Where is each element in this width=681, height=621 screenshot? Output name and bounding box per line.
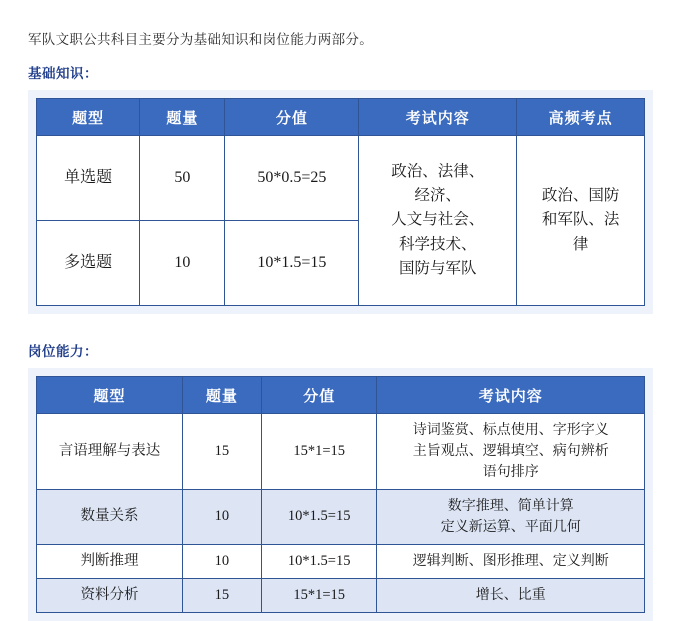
cell-score: 10*1.5=15 <box>261 545 377 579</box>
table-row <box>37 136 645 221</box>
cell-exam-content <box>359 136 517 306</box>
content-line: 诗词鉴赏、标点使用、字形字义 <box>412 423 609 438</box>
table-row <box>37 579 645 613</box>
intro-paragraph: 军队文职公共科目主要分为基础知识和岗位能力两部分。 <box>28 32 373 47</box>
table-row <box>37 545 645 579</box>
cell-score: 50*0.5=25 <box>225 136 359 221</box>
column-header-score: 分值 <box>261 377 377 414</box>
table-row <box>37 490 645 545</box>
content-line: 科学技术、 <box>399 235 477 253</box>
basic-knowledge-table <box>36 98 645 306</box>
content-line: 定义新运算、平面几何 <box>440 520 581 535</box>
cell-type: 数量关系 <box>37 490 183 545</box>
basic-knowledge-table-panel <box>28 90 653 314</box>
column-header-type: 题型 <box>37 99 140 136</box>
table-header-row <box>37 377 645 414</box>
cell-score: 15*1=15 <box>261 579 377 613</box>
column-header-count: 题量 <box>182 377 261 414</box>
keypoint-line: 律 <box>572 235 589 253</box>
content-line: 经济、 <box>414 187 462 205</box>
cell-exam-content: 逻辑判断、图形推理、定义判断 <box>377 545 645 579</box>
cell-type: 多选题 <box>37 221 140 306</box>
cell-score: 15*1=15 <box>261 414 377 490</box>
keypoint-line: 和军队、法 <box>541 211 620 229</box>
cell-count: 50 <box>140 136 225 221</box>
column-header-count: 题量 <box>140 99 225 136</box>
content-line: 政治、法律、 <box>391 163 485 181</box>
cell-type: 资料分析 <box>37 579 183 613</box>
job-ability-table-panel <box>28 368 653 621</box>
cell-count: 15 <box>182 579 261 613</box>
content-line: 人文与社会、 <box>391 211 485 229</box>
column-header-keypoints: 高频考点 <box>517 99 645 136</box>
content-line: 语句排序 <box>482 465 539 480</box>
cell-key-points <box>517 136 645 306</box>
cell-score: 10*1.5=15 <box>225 221 359 306</box>
cell-exam-content: 增长、比重 <box>377 579 645 613</box>
column-header-score: 分值 <box>225 99 359 136</box>
cell-count: 10 <box>140 221 225 306</box>
section-title-ability: 岗位能力： <box>28 344 98 359</box>
keypoint-line: 政治、国防 <box>541 187 620 205</box>
cell-count: 10 <box>182 490 261 545</box>
cell-type: 单选题 <box>37 136 140 221</box>
job-ability-table <box>36 376 645 613</box>
cell-exam-content <box>377 414 645 490</box>
column-header-content: 考试内容 <box>359 99 517 136</box>
content-line: 国防与军队 <box>399 259 477 277</box>
table-row <box>37 414 645 490</box>
cell-count: 10 <box>182 545 261 579</box>
column-header-content: 考试内容 <box>377 377 645 414</box>
content-line: 主旨观点、逻辑填空、病句辨析 <box>412 444 609 459</box>
content-line: 数字推理、简单计算 <box>447 499 574 514</box>
cell-count: 15 <box>182 414 261 490</box>
column-header-type: 题型 <box>37 377 183 414</box>
cell-type: 判断推理 <box>37 545 183 579</box>
section-title-basic: 基础知识： <box>28 66 98 81</box>
table-header-row <box>37 99 645 136</box>
cell-exam-content <box>377 490 645 545</box>
cell-score: 10*1.5=15 <box>261 490 377 545</box>
cell-type: 言语理解与表达 <box>37 414 183 490</box>
